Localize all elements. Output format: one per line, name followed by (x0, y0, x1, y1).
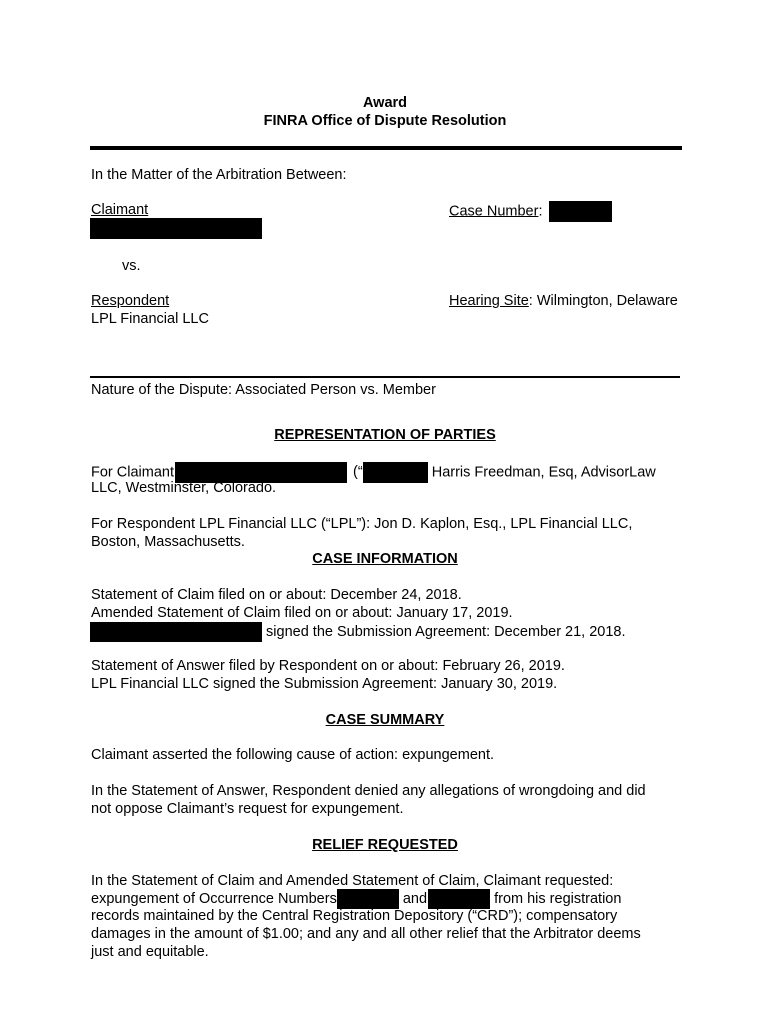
case-summary-answer-line2: not oppose Claimant’s request for expungement. (91, 801, 404, 817)
claimant-rep-paren: (“ (353, 464, 363, 481)
claimant-rep-prefix: For Claimant (91, 464, 174, 481)
amended-statement-filed: Amended Statement of Claim filed on or about: January 17, 2019. (91, 605, 513, 621)
representation-heading: REPRESENTATION OF PARTIES (274, 427, 496, 443)
document-title: Award (362, 95, 408, 111)
relief-line1: In the Statement of Claim and Amended Statement of Claim, Claimant requested: (91, 873, 614, 889)
versus-text: vs. (122, 258, 141, 274)
claimant-submission-text: signed the Submission Agreement: December 21, 2018. (266, 623, 626, 640)
statement-of-answer-filed: Statement of Answer filed by Respondent on or about: February 26, 2019. (91, 658, 565, 674)
header-divider (90, 146, 682, 150)
respondent-submission-agreement: LPL Financial LLC signed the Submission Agreement: January 30, 2019. (91, 676, 558, 692)
claimant-label: Claimant (91, 202, 149, 218)
document-subtitle: FINRA Office of Dispute Resolution (263, 113, 507, 129)
case-information-heading: CASE INFORMATION (312, 551, 458, 567)
case-summary-cause: Claimant asserted the following cause of action: expungement. (91, 747, 495, 763)
claimant-short-name-redaction (363, 462, 428, 483)
case-summary-heading: CASE SUMMARY (325, 712, 445, 728)
claimant-submission-redaction (90, 622, 262, 642)
relief-line3: records maintained by the Central Registration Depository (“CRD”); compensatory (91, 908, 618, 924)
respondent-name: LPL Financial LLC (91, 311, 209, 327)
relief-registration-suffix: from his registration (494, 890, 622, 907)
case-summary-answer-line1: In the Statement of Answer, Respondent denied any allegations of wrongdoing and did (91, 783, 646, 799)
occurrence-number-redaction-1 (337, 889, 399, 909)
nature-of-dispute: Nature of the Dispute: Associated Person vs. Member (91, 382, 436, 398)
matter-divider (90, 376, 680, 378)
relief-occurrence-prefix: expungement of Occurrence Numbers (91, 890, 337, 907)
respondent-representation-line1: For Respondent LPL Financial LLC (“LPL”): Jon D. Kaplon, Esq., LPL Financial LLC, (91, 516, 633, 532)
hearing-site-label: Hearing Site (449, 293, 529, 309)
hearing-site-value: : Wilmington, Delaware (528, 293, 678, 309)
case-number-redaction (549, 201, 612, 222)
relief-requested-heading: RELIEF REQUESTED (312, 837, 458, 853)
case-number-label: Case Number (449, 203, 539, 220)
relief-and: and (402, 890, 428, 907)
occurrence-number-redaction-2 (428, 889, 490, 909)
relief-line2 (91, 889, 621, 909)
hearing-site (449, 292, 678, 310)
relief-line4: damages in the amount of $1.00; and any and all other relief that the Arbitrator deems (91, 926, 641, 942)
claimant-counsel: Harris Freedman, Esq, AdvisorLaw (431, 464, 656, 481)
respondent-label: Respondent (91, 293, 170, 309)
statement-of-claim-filed: Statement of Claim filed on or about: December 24, 2018. (91, 587, 462, 603)
claimant-counsel-location: LLC, Westminster, Colorado. (91, 480, 277, 496)
case-number: Case Number: (449, 201, 612, 222)
claimant-name-redaction (90, 218, 262, 239)
respondent-representation-line2: Boston, Massachusetts. (91, 534, 245, 550)
relief-line5: just and equitable. (91, 944, 209, 960)
matter-intro: In the Matter of the Arbitration Between: (91, 167, 347, 183)
claimant-submission-agreement (90, 622, 626, 642)
